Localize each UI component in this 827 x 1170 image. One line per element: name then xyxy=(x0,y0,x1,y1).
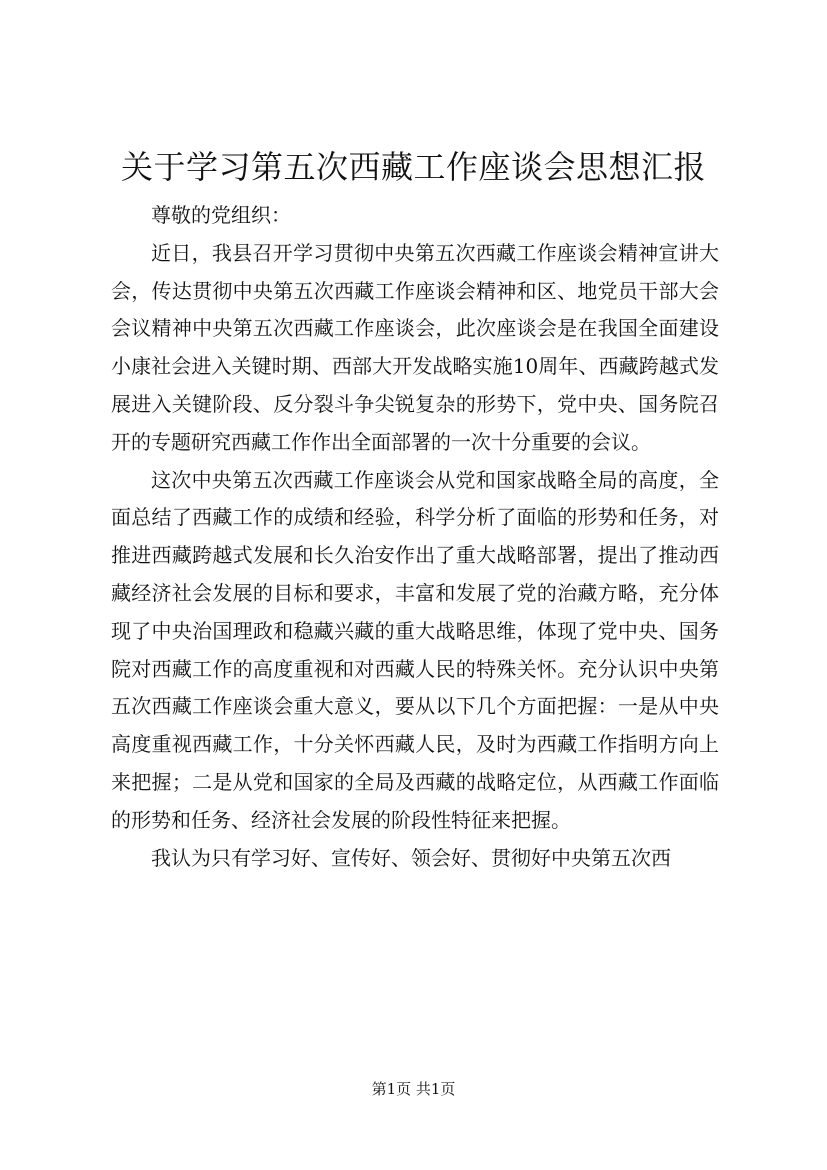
document-body xyxy=(111,197,719,877)
salutation: 尊敬的党组织： xyxy=(151,203,291,227)
document-title: 关于学习第五次西藏工作座谈会思想汇报 xyxy=(120,148,706,186)
page-footer: 第1页 共1页 xyxy=(371,1080,456,1098)
paragraph-2: 这次中央第五次西藏工作座谈会从党和国家战略全局的高度，全面总结了西藏工作的成绩和经验，科学分析了面临的形势和任务，对推进西藏跨越式发展和长久治安作出了重大战略部署，提出了推动西藏经济社会发展的目标和要求，丰富和发展了党的治藏方略，充分体现了中央治国理政和稳藏兴藏的重大战略思维，体现了党中央、国务院对西藏工作的高度重视和对西藏人民的特殊关怀。充分认识中央第五次西藏工作座谈会重大意义，要从以下几个方面把握：一是从中央高度重视西藏工作，十分关怀西藏人民，及时为西藏工作指明方向上来把握；二是从党和国家的全局及西藏的战略定位，从西藏工作面临的形势和任务、经济社会发展的阶段性特征来把握。 xyxy=(111,467,719,832)
paragraph-3: 我认为只有学习好、宣传好、领会好、贯彻好中央第五次西 xyxy=(151,845,671,870)
paragraph-1: 近日，我县召开学习贯彻中央第五次西藏工作座谈会精神宣讲大会，传达贯彻中央第五次西藏工作座谈会精神和区、地党员干部大会会议精神中央第五次西藏工作座谈会，此次座谈会是在我国全面建设小康社会进入关键时期、西部大开发战略实施10周年、西藏跨越式发展进入关键阶段、反分裂斗争尖锐复杂的形势下，党中央、国务院召开的专题研究西藏工作作出全面部署的一次十分重要的会议。 xyxy=(111,240,719,454)
